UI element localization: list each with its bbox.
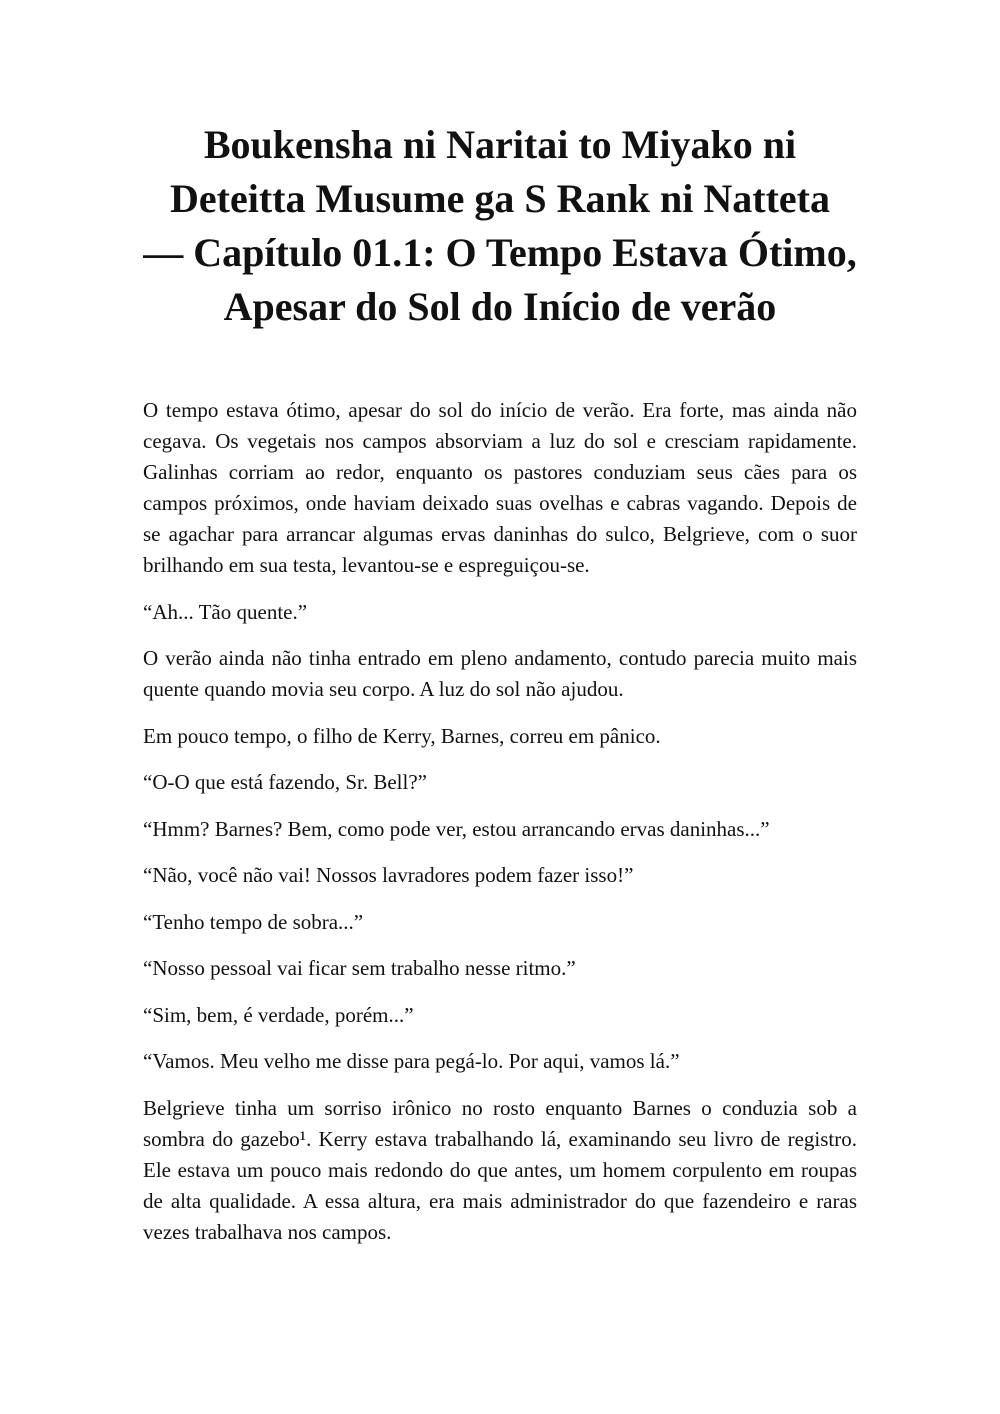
- paragraph: “Vamos. Meu velho me disse para pegá-lo. Por aqui, vamos lá.”: [143, 1049, 680, 1073]
- title-line: Deteitta Musume ga S Rank ni Natteta: [170, 176, 830, 221]
- paragraph: Em pouco tempo, o filho de Kerry, Barnes, correu em pânico.: [143, 723, 661, 748]
- paragraph: O tempo estava ótimo, apesar do sol do início de verão. Era forte, mas ainda não cegava. Os vegetais nos campos absorviam a luz do sol e cresciam rapidamente. Galinhas corriam ao redor, enquanto os pastores conduziam seus cães para os campos próximos, onde haviam deixado suas ovelhas e cabras vagando. Depois de se agachar para arrancar algumas ervas daninhas do sulco, Belgrieve, com o suor brilhando em sua testa, levantou-se e espreguiçou-se.: [143, 398, 857, 577]
- paragraph: “Hmm? Barnes? Bem, como pode ver, estou arrancando ervas daninhas...”: [143, 816, 770, 841]
- paragraph: “Não, você não vai! Nossos lavradores podem fazer isso!”: [143, 863, 634, 887]
- paragraph: O verão ainda não tinha entrado em pleno andamento, contudo parecia muito mais quente quando movia seu corpo. A luz do sol não ajudou.: [143, 646, 857, 701]
- paragraph: “Ah... Tão quente.”: [143, 599, 308, 624]
- paragraph: “O-O que está fazendo, Sr. Bell?”: [143, 770, 427, 794]
- paragraph: Belgrieve tinha um sorriso irônico no rosto enquanto Barnes o conduzia sob a sombra do gazebo¹. Kerry estava trabalhando lá, examinando seu livro de registro. Ele estava um pouco mais redondo do que antes, um homem corpulento em roupas de alta qualidade. A essa altura, era mais administrador do que fazendeiro e raras vezes trabalhava nos campos.: [143, 1095, 857, 1244]
- chapter-body: [143, 395, 857, 1263]
- title-line: Boukensha ni Naritai to Miyako ni: [203, 122, 797, 167]
- paragraph: “Tenho tempo de sobra...”: [143, 909, 364, 934]
- title-line: — Capítulo 01.1: O Tempo Estava Ótimo,: [143, 230, 857, 275]
- chapter-title: [100, 118, 900, 334]
- title-line: Apesar do Sol do Início de verão: [223, 284, 777, 329]
- paragraph: “Nosso pessoal vai ficar sem trabalho nesse ritmo.”: [143, 956, 576, 980]
- paragraph: “Sim, bem, é verdade, porém...”: [143, 1002, 414, 1027]
